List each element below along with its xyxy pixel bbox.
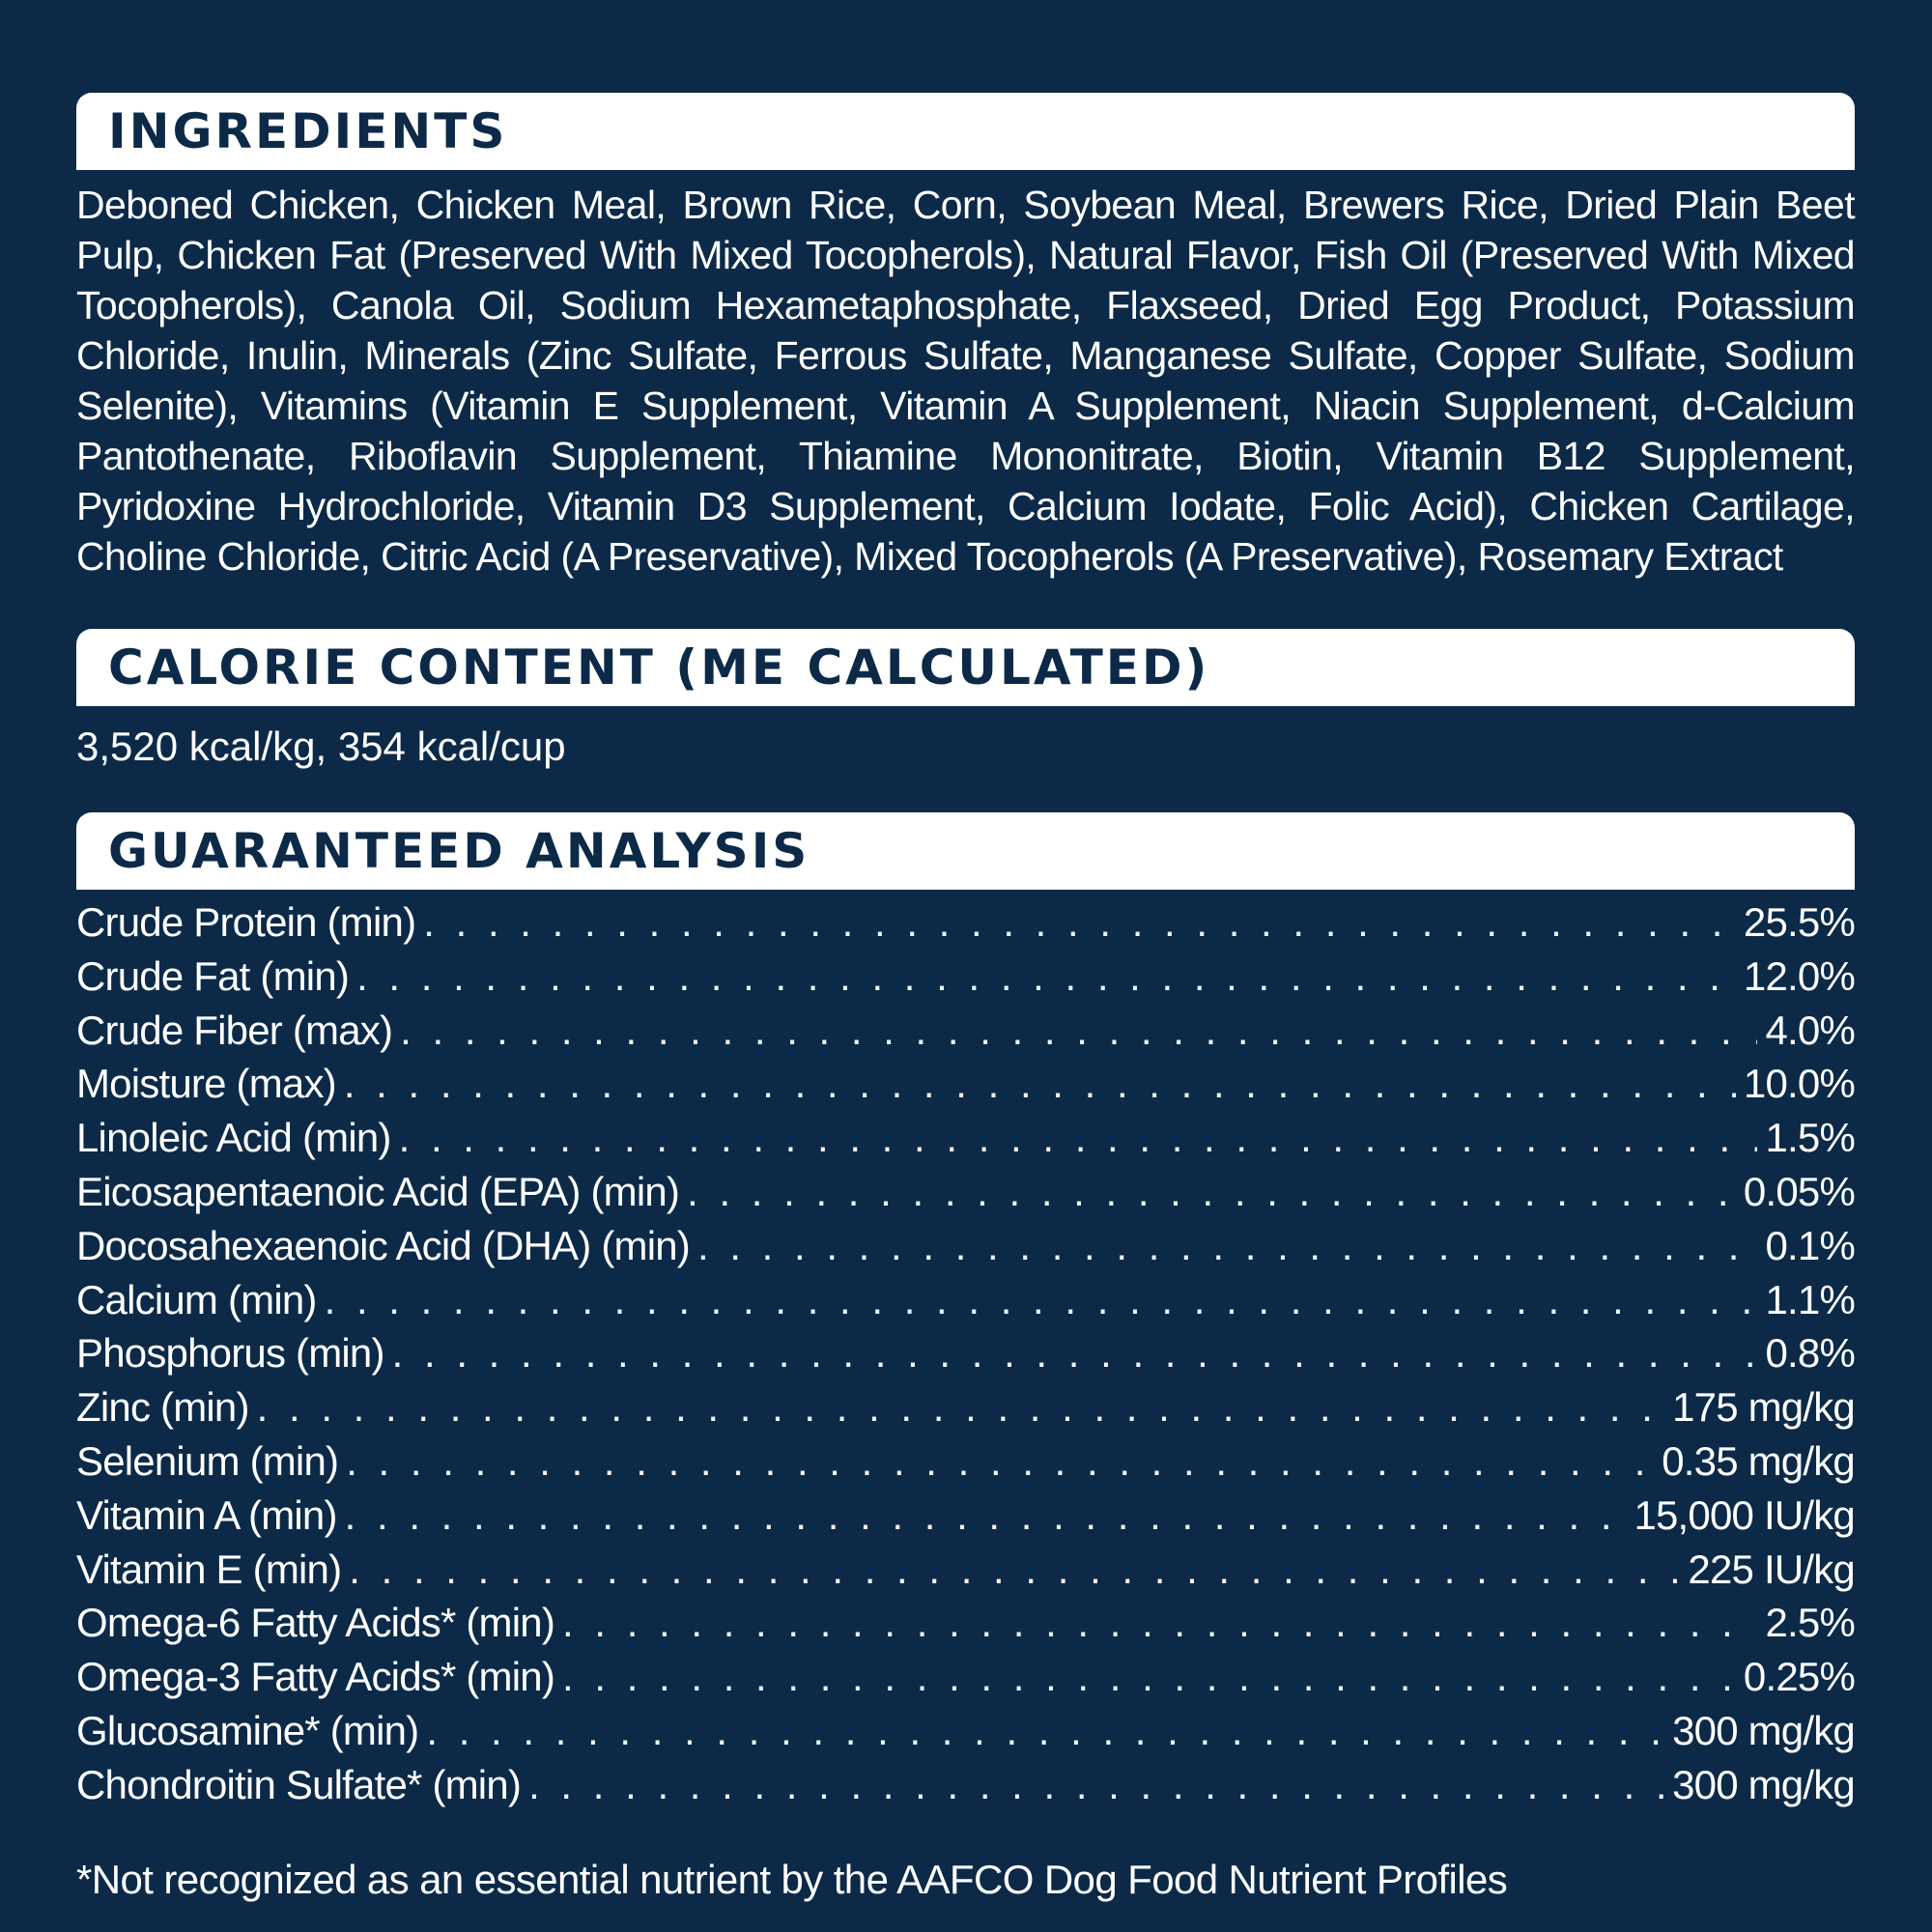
nutrient-value: 300 mg/kg bbox=[1672, 1761, 1855, 1807]
dot-leader bbox=[562, 1654, 1736, 1700]
calorie-text: 3,520 kcal/kg, 354 kcal/cup bbox=[76, 724, 566, 769]
nutrient-name: Omega-3 Fatty Acids* (min) bbox=[76, 1654, 555, 1700]
nutrient-value: 175 mg/kg bbox=[1672, 1384, 1855, 1431]
analysis-row-moisture bbox=[76, 1061, 1855, 1115]
analysis-row-chondroitin bbox=[76, 1762, 1855, 1816]
dot-leader bbox=[687, 1169, 1736, 1215]
nutrient-name: Linoleic Acid (min) bbox=[76, 1115, 391, 1161]
nutrient-value: 25.5% bbox=[1743, 899, 1855, 945]
analysis-row-vitamin-e bbox=[76, 1547, 1855, 1601]
nutrient-name: Docosahexaenoic Acid (DHA) (min) bbox=[76, 1222, 690, 1268]
dot-leader bbox=[349, 1547, 1680, 1593]
nutrient-value: 0.35 mg/kg bbox=[1662, 1437, 1855, 1484]
ingredients-section bbox=[76, 93, 1855, 582]
dot-leader bbox=[562, 1600, 1757, 1646]
analysis-row-omega-3 bbox=[76, 1654, 1855, 1708]
calorie-heading: CALORIE CONTENT (ME CALCULATED) bbox=[108, 639, 1210, 696]
nutrient-name: Moisture (max) bbox=[76, 1061, 336, 1107]
analysis-row-crude-protein bbox=[76, 899, 1855, 953]
dot-leader bbox=[345, 1492, 1627, 1539]
dot-leader bbox=[392, 1330, 1758, 1377]
analysis-row-crude-fiber bbox=[76, 1008, 1855, 1062]
analysis-row-vitamin-a bbox=[76, 1492, 1855, 1547]
dot-leader bbox=[257, 1384, 1664, 1431]
nutrient-value: 10.0% bbox=[1743, 1061, 1855, 1107]
nutrient-name: Crude Protein (min) bbox=[76, 899, 416, 945]
analysis-heading: GUARANTEED ANALYSIS bbox=[108, 823, 810, 879]
nutrient-name: Calcium (min) bbox=[76, 1276, 317, 1322]
dot-leader bbox=[344, 1061, 1736, 1107]
nutrient-name: Omega-6 Fatty Acids* (min) bbox=[76, 1600, 555, 1646]
nutrient-value: 0.25% bbox=[1743, 1654, 1855, 1700]
analysis-row-calcium bbox=[76, 1277, 1855, 1331]
nutrient-name: Crude Fiber (max) bbox=[76, 1007, 393, 1053]
nutrient-value: 0.05% bbox=[1743, 1168, 1855, 1214]
ingredients-heading: INGREDIENTS bbox=[108, 103, 508, 159]
nutrient-name: Chondroitin Sulfate* (min) bbox=[76, 1761, 522, 1807]
nutrient-value: 0.1% bbox=[1765, 1222, 1855, 1268]
ingredients-text: Deboned Chicken, Chicken Meal, Brown Rice, Corn, Soybean Meal, Brewers Rice, Dried Plain Beet Pulp, Chicken Fat (Preserved With Mixed Tocopherols), Natural Flavor, Fish Oil (Preserved With Mixed Tocopherols), Canola Oil, Sodium Hexametaphosphate, Flaxseed, Dried Egg Product, Potassium Chloride, Inulin, Minerals (Zinc Sulfate, Ferrous Sulfate, Manganese Sulfate, Copper Sulfate, Sodium Selenite), Vitamins (Vitamin E Supplement, Vitamin A Supplement, Niacin Supplement, d-Calcium Pantothenate, Riboflavin Supplement, Thiamine Mononitrate, Biotin, Vitamin B12 Supplement, Pyridoxine Hydrochloride, Vitamin D3 Supplement, Calcium Iodate, Folic Acid), Chicken Cartilage, Choline Chloride, Citric Acid (A Preservative), Mixed Tocopherols (A Preservative), Rosemary Extract bbox=[76, 183, 1855, 579]
analysis-row-glucosamine bbox=[76, 1708, 1855, 1762]
nutrient-value: 15,000 IU/kg bbox=[1634, 1492, 1855, 1538]
footnote: *Not recognized as an essential nutrient by the AAFCO Dog Food Nutrient Profiles bbox=[76, 1857, 1508, 1902]
analysis-row-zinc bbox=[76, 1384, 1855, 1438]
ingredients-header bbox=[76, 93, 1855, 170]
analysis-list bbox=[76, 899, 1855, 1816]
nutrient-value: 1.1% bbox=[1765, 1276, 1855, 1322]
nutrient-name: Eicosapentaenoic Acid (EPA) (min) bbox=[76, 1168, 680, 1214]
nutrient-name: Selenium (min) bbox=[76, 1437, 339, 1484]
dot-leader bbox=[356, 953, 1736, 1000]
analysis-row-selenium bbox=[76, 1438, 1855, 1492]
dot-leader bbox=[528, 1762, 1664, 1808]
dot-leader bbox=[399, 1115, 1758, 1161]
dot-leader bbox=[346, 1438, 1654, 1485]
analysis-row-dha bbox=[76, 1223, 1855, 1277]
nutrient-name: Vitamin E (min) bbox=[76, 1546, 342, 1592]
analysis-row-epa bbox=[76, 1169, 1855, 1223]
analysis-row-phosphorus bbox=[76, 1330, 1855, 1384]
analysis-row-omega-6 bbox=[76, 1600, 1855, 1654]
analysis-row-linoleic-acid bbox=[76, 1115, 1855, 1169]
nutrient-name: Glucosamine* (min) bbox=[76, 1707, 419, 1753]
calorie-header bbox=[76, 629, 1855, 706]
dot-leader bbox=[400, 1008, 1757, 1054]
nutrient-value: 0.8% bbox=[1765, 1330, 1855, 1377]
nutrient-name: Crude Fat (min) bbox=[76, 952, 350, 999]
analysis-section bbox=[76, 812, 1855, 1816]
nutrient-value: 4.0% bbox=[1765, 1007, 1855, 1053]
dot-leader bbox=[426, 1708, 1664, 1754]
dot-leader bbox=[423, 899, 1736, 946]
analysis-row-crude-fat bbox=[76, 953, 1855, 1008]
dot-leader bbox=[697, 1223, 1757, 1269]
nutrient-name: Vitamin A (min) bbox=[76, 1492, 337, 1538]
nutrient-name: Zinc (min) bbox=[76, 1384, 249, 1431]
nutrient-name: Phosphorus (min) bbox=[76, 1330, 384, 1377]
nutrient-value: 12.0% bbox=[1743, 952, 1855, 999]
nutrient-value: 300 mg/kg bbox=[1672, 1707, 1855, 1753]
dot-leader bbox=[325, 1277, 1758, 1323]
nutrient-value: 1.5% bbox=[1765, 1115, 1855, 1161]
nutrient-value: 2.5% bbox=[1765, 1600, 1855, 1646]
analysis-header bbox=[76, 812, 1855, 890]
calorie-section bbox=[76, 629, 1855, 772]
nutrient-value: 225 IU/kg bbox=[1688, 1546, 1855, 1592]
